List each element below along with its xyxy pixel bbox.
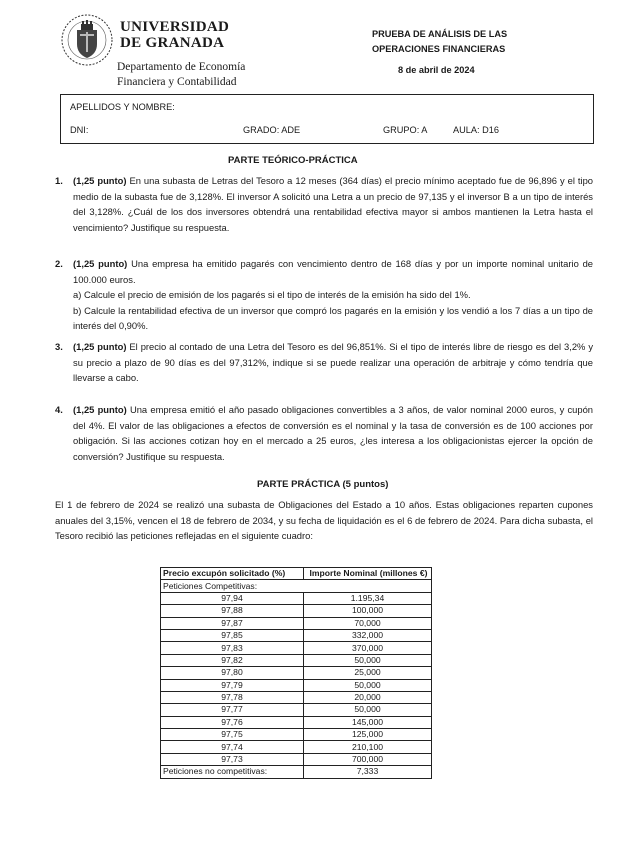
noncompetitive-label: Peticiones no competitivas: <box>161 766 304 778</box>
department-name <box>117 60 245 90</box>
grupo-label: GRUPO: A <box>383 125 428 135</box>
exam-title-line1: PRUEBA DE ANÁLISIS DE LAS <box>372 29 508 39</box>
competitive-label-row <box>161 580 432 592</box>
theory-section-title: PARTE TEÓRICO-PRÁCTICA <box>228 155 358 166</box>
question-number: 1. <box>55 175 63 186</box>
university-name <box>120 19 229 51</box>
competitive-label: Peticiones Competitivas: <box>161 580 432 592</box>
bid-amount: 70,000 <box>304 617 432 629</box>
bid-price: 97,77 <box>161 704 304 716</box>
question-number: 4. <box>55 404 63 415</box>
practice-section-title: PARTE PRÁCTICA (5 puntos) <box>257 479 389 490</box>
department-line1: Departamento de Economía <box>117 61 246 73</box>
question-2-part-b: b) Calcule la rentabilidad efectiva de un inversor que compró los pagarés en la emisión y los vendió a los 7 días a un tipo de interés del 0,90%. <box>73 304 593 331</box>
question-text: En una subasta de Letras del Tesoro a 12 meses (364 días) el precio mínimo aceptado fue de 96,896 y el tipo medio de la subasta fue de 3,128%. El inversor A solicitó una Letra a un precio de 97,135 y el inversor B a un tipo de interés del 3,128%. ¿Cuál de los dos inversores obtendrá una rentabilidad efectiva mayor si ambos mantienen la Letra hasta el vencimiento? Justifique su respuesta. <box>73 175 594 233</box>
column-header-price: Precio excupón solicitado (%) <box>161 568 304 580</box>
exam-title <box>372 27 507 57</box>
table-row <box>161 729 432 741</box>
table-row <box>161 617 432 629</box>
bid-amount: 25,000 <box>304 667 432 679</box>
bid-amount: 1.195,34 <box>304 592 432 604</box>
table-row <box>161 716 432 728</box>
bid-amount: 332,000 <box>304 629 432 641</box>
table-row <box>161 642 432 654</box>
question-points: (1,25 punto) <box>73 258 128 269</box>
bids-table <box>160 567 432 779</box>
table-row <box>161 753 432 765</box>
bid-price: 97,73 <box>161 753 304 765</box>
bid-amount: 370,000 <box>304 642 432 654</box>
bid-amount: 700,000 <box>304 753 432 765</box>
bid-price: 97,87 <box>161 617 304 629</box>
bid-price: 97,78 <box>161 691 304 703</box>
table-row <box>161 629 432 641</box>
column-header-amount: Importe Nominal (millones €) <box>304 568 432 580</box>
question-points: (1,25 punto) <box>73 175 127 186</box>
exam-date: 8 de abril de 2024 <box>398 65 475 75</box>
bid-price: 97,82 <box>161 654 304 666</box>
bid-price: 97,76 <box>161 716 304 728</box>
bid-amount: 50,000 <box>304 654 432 666</box>
bid-price: 97,79 <box>161 679 304 691</box>
table-row <box>161 605 432 617</box>
university-name-line1: UNIVERSIDAD <box>120 19 230 35</box>
bid-amount: 210,100 <box>304 741 432 753</box>
university-name-line2: DE GRANADA <box>120 35 225 51</box>
question-4 <box>55 402 593 464</box>
question-text: Una empresa ha emitido pagarés con vencimiento dentro de 168 días y por un importe nominal unitario de 100.000 euros. <box>73 258 593 285</box>
student-id-box <box>60 94 594 144</box>
table-header-row <box>161 568 432 580</box>
bid-price: 97,80 <box>161 667 304 679</box>
table-row <box>161 691 432 703</box>
bid-price: 97,88 <box>161 605 304 617</box>
aula-label: AULA: D16 <box>453 125 499 135</box>
bid-amount: 100,000 <box>304 605 432 617</box>
grado-label: GRADO: ADE <box>243 125 301 135</box>
noncompetitive-row <box>161 766 432 778</box>
table-row <box>161 704 432 716</box>
question-text: El precio al contado de una Letra del Tesoro es del 96,851%. Si el tipo de interés libre de riesgo es del 3,2% y su precio a plazo de 90 días es del 97,312%, indique si se puede realizar una operación de arbitraje y cómo tendría que llevarse a cabo. <box>73 341 594 383</box>
question-2 <box>55 256 593 334</box>
department-line2: Financiera y Contabilidad <box>117 76 237 88</box>
table-row <box>161 592 432 604</box>
bid-amount: 125,000 <box>304 729 432 741</box>
bid-price: 97,85 <box>161 629 304 641</box>
name-label: APELLIDOS Y NOMBRE: <box>70 102 175 112</box>
bid-price: 97,74 <box>161 741 304 753</box>
question-2-part-a: a) Calcule el precio de emisión de los pagarés si el tipo de interés de la emisión ha sido del 1%. <box>73 289 471 300</box>
bid-amount: 50,000 <box>304 679 432 691</box>
exam-title-line2: OPERACIONES FINANCIERAS <box>372 44 506 54</box>
question-number: 2. <box>55 258 63 269</box>
bid-amount: 145,000 <box>304 716 432 728</box>
question-points: (1,25 punto) <box>73 404 127 415</box>
question-text: Una empresa emitió el año pasado obligaciones convertibles a 3 años, de valor nominal 2000 euros, y cupón del 4%. El valor de las obligaciones a efectos de conversión es el nominal y la tasa de conversión es de 100 acciones por obligación. Si las acciones cotizan hoy en el mercado a 25 euros, ¿les interesa a los obligacionistas ejercer la opción de conversión? Justifique su respuesta. <box>73 404 594 462</box>
bid-amount: 50,000 <box>304 704 432 716</box>
noncompetitive-amount: 7,333 <box>304 766 432 778</box>
table-row <box>161 667 432 679</box>
practice-intro: El 1 de febrero de 2024 se realizó una subasta de Obligaciones del Estado a 10 años. Estas obligaciones reparten cupones anuales del 3,15%, vencen el 18 de febrero de 2034, y su fecha de liquidación es el 6 de febrero de 2024. Para dicha subasta, el Tesoro recibió las peticiones reflejadas en el siguiente cuadro: <box>55 499 593 541</box>
bid-price: 97,83 <box>161 642 304 654</box>
question-number: 3. <box>55 341 63 352</box>
bid-price: 97,94 <box>161 592 304 604</box>
university-crest-icon <box>60 12 114 68</box>
bid-price: 97,75 <box>161 729 304 741</box>
question-points: (1,25 punto) <box>73 341 127 352</box>
question-1 <box>55 173 593 235</box>
table-row <box>161 741 432 753</box>
question-3 <box>55 339 593 386</box>
bid-amount: 20,000 <box>304 691 432 703</box>
dni-label: DNI: <box>70 125 89 135</box>
table-row <box>161 654 432 666</box>
table-row <box>161 679 432 691</box>
